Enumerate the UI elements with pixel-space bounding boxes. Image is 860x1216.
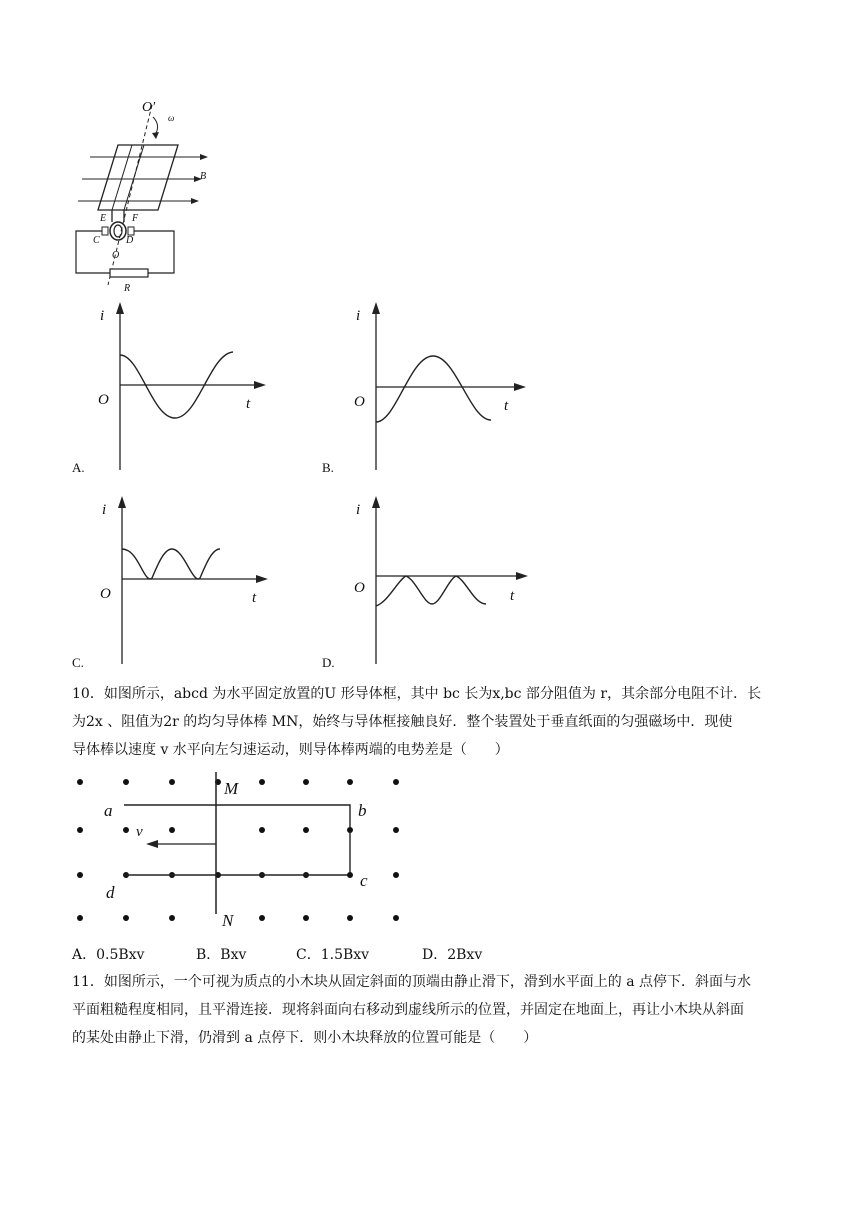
graph-c <box>92 494 272 664</box>
option-b-label[interactable]: B. <box>322 460 334 475</box>
m-label: M <box>224 779 239 798</box>
i-axis-label: i <box>102 502 107 518</box>
graph-d <box>346 494 536 664</box>
q11-line2: 平面粗糙程度相同，且平滑连接．现将斜面向右移动到虚线所示的位置，并固定在地面上，再让小木块从斜面 <box>72 1002 744 1018</box>
q10-line1: 10．如图所示，abcd 为水平固定放置的U 形导体框，其中 bc 长为x,bc 部分阻值为 r，其余部分电阻不计．长 <box>72 686 762 702</box>
f-label: F <box>132 213 139 224</box>
e-label: E <box>100 213 107 224</box>
t-axis-label: t <box>504 398 509 414</box>
q10-choice-d[interactable]: D．2Bxv <box>422 947 483 963</box>
q11-line1: 11．如图所示，一个可视为质点的小木块从固定斜面的顶端由静止滑下，滑到水平面上的 a 点停下．斜面与水 <box>72 974 752 990</box>
q11-line3: 的某处由静止下滑，仍滑到 a 点停下．则小木块释放的位置可能是（ ） <box>72 1030 538 1046</box>
n-label: N <box>222 911 234 930</box>
origin-label: O <box>100 586 111 602</box>
q10-text <box>72 682 792 762</box>
v-label: v <box>136 824 143 840</box>
i-axis-label: i <box>356 308 361 324</box>
generator-diagram <box>60 95 260 295</box>
c-label: c <box>360 871 368 890</box>
t-axis-label: t <box>510 588 515 604</box>
graph-a <box>90 300 270 470</box>
d-label: d <box>106 883 115 902</box>
d-label: D <box>126 235 134 246</box>
o-prime-label: O′ <box>142 100 156 115</box>
origin-label: O <box>98 392 109 408</box>
q11-text <box>72 970 792 1050</box>
t-axis-label: t <box>252 590 257 606</box>
a-label: a <box>104 801 113 820</box>
o-label: O <box>112 250 120 261</box>
omega-label: ω <box>168 113 175 123</box>
q10-choice-c[interactable]: C．1.5Bxv <box>296 947 370 963</box>
option-c-label[interactable]: C. <box>72 655 84 670</box>
option-d-label[interactable]: D. <box>322 655 335 670</box>
q10-line2: 为2x 、阻值为2r 的均匀导体棒 MN，始终与导体框接触良好．整个装置处于垂直纸面的匀强磁场中．现使 <box>72 714 733 730</box>
origin-label: O <box>354 580 365 596</box>
c-label: C <box>93 235 100 246</box>
b-label: b <box>358 801 367 820</box>
q10-choice-b[interactable]: B．Bxv <box>196 947 247 963</box>
option-a-label[interactable]: A. <box>72 460 85 475</box>
graph-b <box>346 300 526 470</box>
r-label: R <box>124 283 131 294</box>
q10-line3: 导体棒以速度 v 水平向左匀速运动，则导体棒两端的电势差是（ ） <box>72 742 509 758</box>
q10-choice-a[interactable]: A．0.5Bxv <box>72 947 145 963</box>
i-axis-label: i <box>100 308 105 324</box>
q10-diagram <box>70 772 410 932</box>
b-field-label: B <box>200 171 207 182</box>
i-axis-label: i <box>356 502 361 518</box>
t-axis-label: t <box>246 396 251 412</box>
origin-label: O <box>354 394 365 410</box>
